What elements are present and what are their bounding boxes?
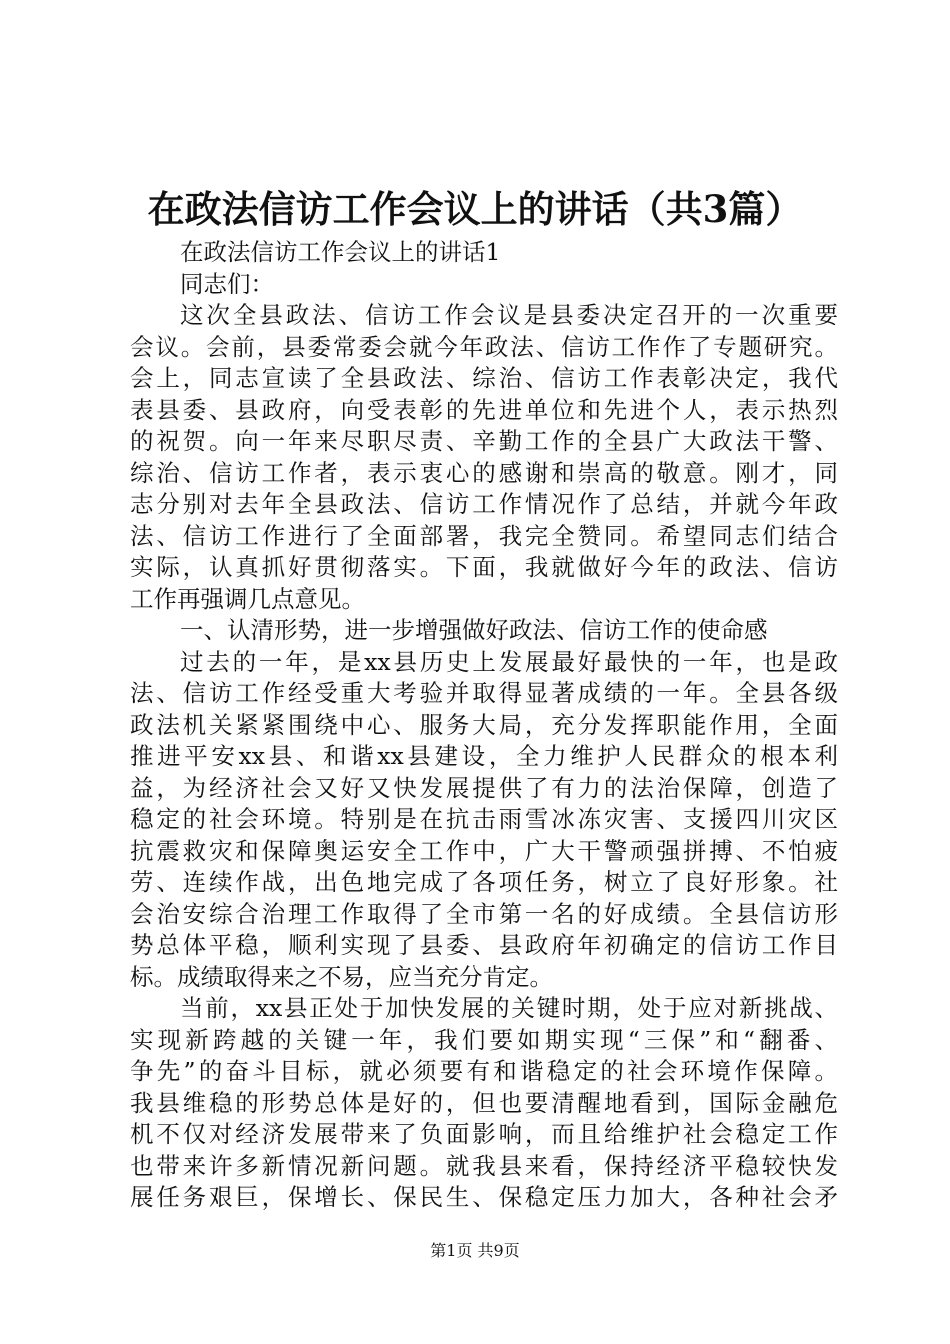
body-text-line: 会议。会前，县委常委会就今年政法、信访工作作了专题研究。 [130, 332, 838, 361]
body-text-line: 表县委、县政府，向受表彰的先进单位和先进个人，表示热烈 [130, 395, 838, 424]
document-body [130, 237, 838, 1214]
body-text-line: 劳、连续作战，出色地完成了各项任务，树立了良好形象。社 [130, 868, 838, 896]
body-text-line: 实现新跨越的关键一年，我们要如期实现“三保”和“翻番、 [130, 1025, 838, 1054]
body-text-line: 会治安综合治理工作取得了全市第一名的好成绩。全县信访形 [130, 899, 838, 928]
body-text-line: 同志们： [180, 269, 274, 298]
body-text-line: 综治、信访工作者，表示衷心的感谢和崇高的敬意。刚才，同 [130, 458, 838, 487]
body-text-line: 争先”的奋斗目标，就必须要有和谐稳定的社会环境作保障。 [130, 1057, 838, 1085]
body-text-line: 益，为经济社会又好又快发展提供了有力的法治保障，创造了 [130, 773, 838, 802]
page-footer: 第1页 共9页 [430, 1241, 520, 1260]
body-text-line: 实际，认真抓好贯彻落实。下面，我就做好今年的政法、信访 [130, 553, 838, 581]
document-title: 在政法信访工作会议上的讲话（共3篇） [147, 187, 803, 231]
body-text-line: 标。成绩取得来之不易，应当充分肯定。 [130, 962, 553, 991]
body-text-line: 这次全县政法、信访工作会议是县委决定召开的一次重要 [180, 301, 838, 329]
body-text-line: 过去的一年，是xx县历史上发展最好最快的一年，也是政 [180, 647, 838, 676]
body-text-line: 政法机关紧紧围绕中心、服务大局，充分发挥职能作用，全面 [130, 710, 838, 739]
body-text-line: 法、信访工作进行了全面部署，我完全赞同。希望同志们结合 [130, 521, 838, 550]
body-text-line: 稳定的社会环境。特别是在抗击雨雪冰冻灾害、支援四川灾区 [130, 805, 838, 833]
body-text-line: 推进平安xx县、和谐xx县建设，全力维护人民群众的根本利 [130, 742, 838, 770]
body-text-line: 势总体平稳，顺利实现了县委、县政府年初确定的信访工作目 [130, 931, 838, 959]
body-text-line: 法、信访工作经受重大考验并取得显著成绩的一年。全县各级 [130, 679, 838, 707]
body-text-line: 也带来许多新情况新问题。就我县来看，保持经济平稳较快发 [130, 1151, 838, 1180]
body-text-line: 志分别对去年全县政法、信访工作情况作了总结，并就今年政 [130, 490, 838, 518]
body-text-line: 工作再强调几点意见。 [130, 584, 365, 613]
body-text-line: 当前，xx县正处于加快发展的关键时期，处于应对新挑战、 [180, 994, 838, 1022]
body-text-line: 一、认清形势，进一步增强做好政法、信访工作的使命感 [180, 616, 768, 644]
body-text-line: 展任务艰巨，保增长、保民生、保稳定压力加大，各种社会矛 [130, 1183, 838, 1211]
body-text-line: 的祝贺。向一年来尽职尽责、辛勤工作的全县广大政法干警、 [130, 427, 838, 455]
body-text-line: 在政法信访工作会议上的讲话1 [180, 238, 501, 266]
body-text-line: 我县维稳的形势总体是好的，但也要清醒地看到，国际金融危 [130, 1088, 838, 1117]
body-text-line: 机不仅对经济发展带来了负面影响，而且给维护社会稳定工作 [130, 1120, 838, 1148]
body-text-line: 会上，同志宣读了全县政法、综治、信访工作表彰决定，我代 [130, 364, 838, 392]
body-text-line: 抗震救灾和保障奥运安全工作中，广大干警顽强拼搏、不怕疲 [130, 836, 838, 865]
